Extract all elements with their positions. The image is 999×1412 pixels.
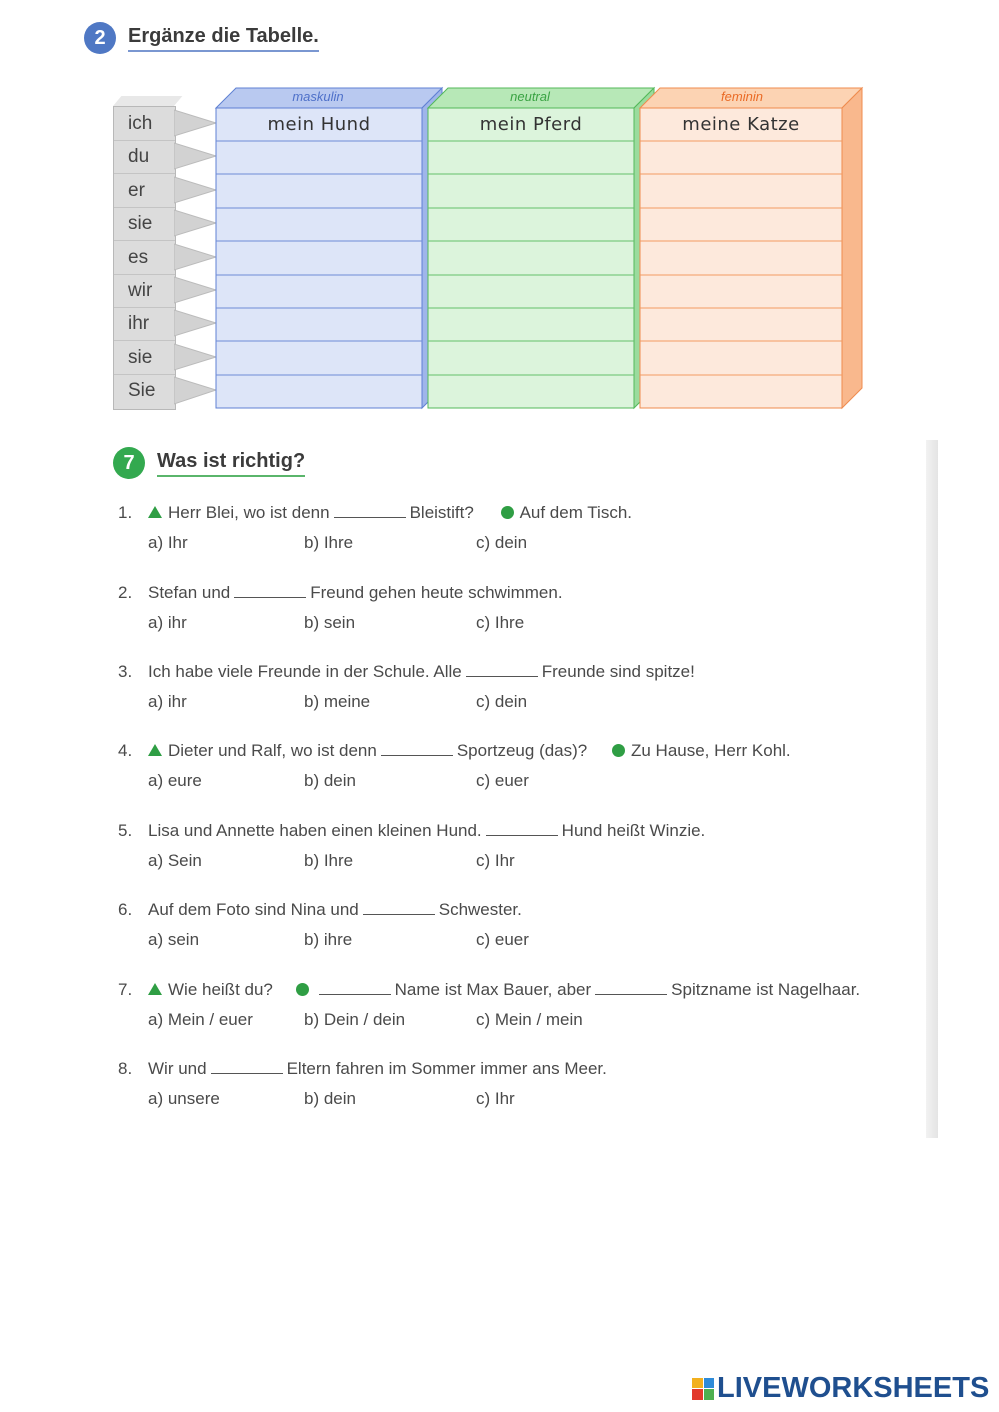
question-number: 3.: [118, 662, 133, 681]
option-a[interactable]: a) sein: [148, 930, 200, 949]
question-8: [118, 1059, 607, 1079]
arrow-icon: [174, 210, 216, 236]
option-b[interactable]: b) Dein / dein: [304, 1010, 406, 1029]
column-label-neutral: neutral: [510, 89, 550, 104]
answer-blank[interactable]: [319, 980, 391, 995]
question-number: 1.: [118, 503, 133, 522]
option-b[interactable]: b) Ihre: [304, 851, 354, 870]
option-b[interactable]: b) sein: [304, 613, 356, 632]
question-number: 6.: [118, 900, 133, 919]
example-cell-feminin: meine Katze: [682, 114, 800, 135]
exercise-title: Was ist richtig?: [157, 450, 305, 477]
question-text: Stefan und: [148, 583, 231, 602]
exercise-number-badge: 2: [84, 22, 116, 54]
question-4: [118, 741, 791, 761]
question-number: 8.: [118, 1059, 133, 1078]
pronoun-label: er: [128, 180, 145, 201]
pronoun-row: [114, 107, 175, 141]
answer-blank[interactable]: [234, 583, 306, 598]
option-a[interactable]: a) Sein: [148, 851, 202, 870]
option-c[interactable]: c) Ihr: [476, 851, 515, 870]
arrow-icon: [174, 310, 216, 336]
arrow-icon: [174, 377, 216, 404]
question-text: Zu Hause, Herr Kohl.: [630, 741, 791, 760]
arrow-icon: [174, 244, 216, 270]
pronoun-label: ich: [128, 113, 153, 134]
example-cell-maskulin: mein Hund: [267, 114, 371, 135]
column-neutral: [428, 88, 654, 408]
answer-blank[interactable]: [486, 821, 558, 836]
option-a[interactable]: a) unsere: [148, 1089, 220, 1108]
exercise-7-heading: [113, 447, 305, 479]
column-label-feminin: feminin: [721, 89, 763, 104]
triangle-speaker-icon: [148, 983, 162, 995]
question-text: Bleistift?: [409, 503, 474, 522]
option-a[interactable]: a) eure: [148, 771, 202, 790]
page-edge-shadow: [926, 440, 938, 1138]
column-feminin: [640, 88, 862, 408]
pronoun-row: [114, 274, 175, 308]
pronoun-row: [114, 241, 175, 275]
answer-blank[interactable]: [363, 900, 435, 915]
row-arrows: [174, 106, 218, 408]
question-text: Ich habe viele Freunde in der Schule. Alle: [148, 662, 462, 681]
triangle-speaker-icon: [148, 744, 162, 756]
answer-blank[interactable]: [466, 662, 538, 677]
logo-text: LIVEWORKSHEETS: [717, 1372, 990, 1404]
answer-blank[interactable]: [381, 741, 453, 756]
arrow-icon: [174, 177, 216, 203]
question-text: Wie heißt du?: [168, 980, 273, 999]
pronoun-label: sie: [128, 213, 153, 234]
question-text: Name ist Max Bauer, aber: [394, 980, 592, 999]
question-text: Freund gehen heute schwimmen.: [310, 583, 563, 602]
option-a[interactable]: a) ihr: [148, 692, 187, 711]
example-cell-neutral: mein Pferd: [479, 114, 583, 135]
question-text: Herr Blei, wo ist denn: [168, 503, 330, 522]
pronoun-label: sie: [128, 347, 153, 368]
pronoun-row: [114, 341, 175, 375]
option-c[interactable]: c) Ihr: [476, 1089, 515, 1108]
question-number: 4.: [118, 741, 133, 760]
question-text: Sportzeug (das)?: [456, 741, 588, 760]
question-2: [118, 583, 563, 603]
option-a[interactable]: a) Ihr: [148, 533, 188, 552]
answer-blank[interactable]: [211, 1059, 283, 1074]
pronoun-row: [114, 174, 175, 208]
logo-icon: [692, 1378, 714, 1400]
option-a[interactable]: a) ihr: [148, 613, 187, 632]
question-6: [118, 900, 522, 920]
column-label-maskulin: maskulin: [292, 89, 344, 104]
pronoun-row: [114, 307, 175, 341]
question-text: Spitzname ist Nagelhaar.: [671, 980, 861, 999]
option-b[interactable]: b) ihre: [304, 930, 353, 949]
question-text: Eltern fahren im Sommer immer ans Meer.: [286, 1059, 607, 1078]
option-c[interactable]: c) dein: [476, 533, 528, 552]
question-text: Freunde sind spitze!: [541, 662, 695, 681]
pronoun-column: [113, 106, 176, 410]
option-b[interactable]: b) meine: [304, 692, 371, 711]
question-text: Dieter und Ralf, wo ist denn: [168, 741, 377, 760]
pronoun-row: [114, 374, 175, 407]
option-b[interactable]: b) dein: [304, 771, 356, 790]
question-number: 7.: [118, 980, 133, 999]
pronoun-row: [114, 207, 175, 241]
question-number: 2.: [118, 583, 133, 602]
question-text: Schwester.: [438, 900, 522, 919]
circle-speaker-icon: [296, 983, 309, 996]
option-c[interactable]: c) euer: [476, 771, 529, 790]
question-text: Wir und: [148, 1059, 207, 1078]
option-c[interactable]: c) Ihre: [476, 613, 525, 632]
triangle-speaker-icon: [148, 506, 162, 518]
option-b[interactable]: b) dein: [304, 1089, 356, 1108]
pronoun-row: [114, 140, 175, 174]
option-b[interactable]: b) Ihre: [304, 533, 354, 552]
pronoun-label: ihr: [128, 313, 150, 334]
question-7: [118, 980, 860, 1000]
question-text: Auf dem Foto sind Nina und: [148, 900, 359, 919]
option-c[interactable]: c) dein: [476, 692, 528, 711]
exercise-title: Ergänze die Tabelle.: [128, 25, 319, 52]
answer-blank[interactable]: [334, 503, 406, 518]
exercise-2-heading: [84, 22, 319, 54]
liveworksheets-logo[interactable]: [692, 1372, 989, 1405]
answer-blank[interactable]: [595, 980, 667, 995]
question-number: 5.: [118, 821, 133, 840]
pronoun-label: es: [128, 247, 149, 268]
arrow-icon: [174, 110, 216, 136]
pronoun-column-top: [113, 96, 182, 106]
circle-speaker-icon: [501, 506, 514, 519]
exercise-number-badge: 7: [113, 447, 145, 479]
question-text: Hund heißt Winzie.: [561, 821, 706, 840]
question-5: [118, 821, 705, 841]
arrow-icon: [174, 143, 216, 169]
arrow-icon: [174, 344, 216, 370]
circle-speaker-icon: [612, 744, 625, 757]
pronoun-label: Sie: [128, 380, 156, 401]
option-c[interactable]: c) euer: [476, 930, 529, 949]
column-maskulin: [216, 88, 442, 408]
pronoun-label: wir: [128, 280, 153, 301]
question-text: Lisa und Annette haben einen kleinen Hund.: [148, 821, 482, 840]
option-c[interactable]: c) Mein / mein: [476, 1010, 583, 1029]
question-text: Auf dem Tisch.: [519, 503, 632, 522]
question-3: [118, 662, 695, 682]
option-a[interactable]: a) Mein / euer: [148, 1010, 253, 1029]
arrow-icon: [174, 277, 216, 303]
question-1: [118, 503, 632, 523]
pronoun-label: du: [128, 146, 150, 167]
